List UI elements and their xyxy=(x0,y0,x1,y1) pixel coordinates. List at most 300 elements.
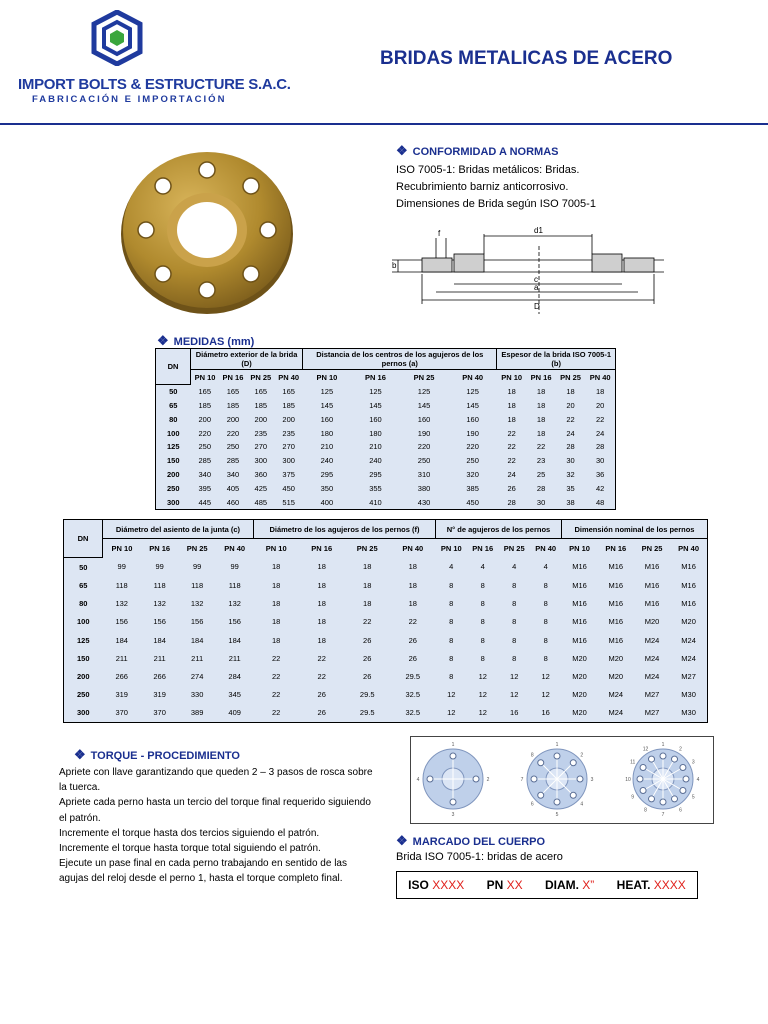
bolt-number: 10 xyxy=(625,777,631,783)
value-cell: 24 xyxy=(595,428,605,438)
value-cell: 320 xyxy=(466,469,479,479)
value-cell: 405 xyxy=(226,483,240,493)
pn-header: PN 40 xyxy=(402,543,424,553)
value-cell: 460 xyxy=(226,497,240,507)
dn-cell: 50 xyxy=(79,562,88,572)
value-cell: 211 xyxy=(228,653,241,663)
pn-header: PN 16 xyxy=(530,372,552,382)
value-cell: 145 xyxy=(466,400,479,410)
table-row xyxy=(64,558,708,577)
value-cell: 380 xyxy=(417,483,431,493)
value-cell: 18 xyxy=(363,580,372,590)
pn-header: PN 40 xyxy=(678,543,700,553)
value-cell: 22 xyxy=(408,617,417,627)
value-cell: 425 xyxy=(254,483,268,493)
value-cell: 8 xyxy=(543,653,548,663)
value-cell: M16 xyxy=(572,580,587,590)
bolt-hole xyxy=(554,799,560,805)
bolt-hole xyxy=(660,753,666,759)
group-header: N° de agujeros de los pernos xyxy=(436,520,562,539)
label-D: D xyxy=(534,302,540,311)
value-cell: 8 xyxy=(543,599,548,609)
value-cell: 340 xyxy=(226,469,240,479)
pn-header: PN 10 xyxy=(501,372,523,382)
value-cell: 450 xyxy=(466,497,479,507)
value-cell: 30 xyxy=(595,456,605,466)
value-cell: M16 xyxy=(681,562,696,572)
value-cell: M24 xyxy=(644,671,660,681)
flange-photo xyxy=(118,148,296,316)
value-cell: 38 xyxy=(566,497,575,507)
value-cell: 12 xyxy=(510,690,519,700)
value-cell: 389 xyxy=(190,708,204,718)
bolt-number: 3 xyxy=(691,759,695,766)
pn-header: PN 25 xyxy=(641,543,663,553)
header-row xyxy=(64,520,708,539)
bolt-number: 1 xyxy=(661,742,665,748)
value-cell: 29.5 xyxy=(359,708,375,718)
bolt-hole xyxy=(427,776,433,782)
value-cell: M24 xyxy=(644,653,660,663)
value-cell: M20 xyxy=(572,653,587,663)
value-cell: 165 xyxy=(282,386,295,396)
value-cell: 22 xyxy=(536,442,546,452)
value-cell: 235 xyxy=(282,428,295,438)
value-cell: 200 xyxy=(282,414,295,424)
dn-cell: 50 xyxy=(169,387,178,397)
diamond-bullet-icon: ❖ xyxy=(396,833,408,848)
value-cell: 8 xyxy=(543,580,548,590)
value-cell: 8 xyxy=(543,617,548,627)
value-cell: 22 xyxy=(317,653,326,663)
value-cell: 18 xyxy=(272,635,281,645)
flange-section-diagram xyxy=(384,224,684,320)
dimensions-table xyxy=(63,519,708,723)
value-cell: 295 xyxy=(369,469,382,479)
value-cell: 211 xyxy=(191,653,204,663)
table-row xyxy=(64,686,708,704)
dn-cell: 300 xyxy=(166,497,180,507)
bolt-hole xyxy=(554,753,560,759)
value-cell: 4 xyxy=(512,562,517,572)
value-cell: 18 xyxy=(536,428,546,438)
value-cell: 8 xyxy=(449,671,454,681)
bolt-number: 4 xyxy=(580,801,584,808)
value-cell: 160 xyxy=(369,414,382,424)
bolt-hole xyxy=(680,788,686,794)
value-cell: 26 xyxy=(408,635,417,645)
value-cell: 360 xyxy=(254,469,268,479)
value-cell: 180 xyxy=(369,428,382,438)
medidas-table xyxy=(155,348,616,510)
value-cell: 18 xyxy=(272,580,281,590)
value-cell: 125 xyxy=(320,386,334,396)
page-title: BRIDAS METALICAS DE ACERO xyxy=(380,48,673,69)
bolt-number: 4 xyxy=(416,777,420,783)
value-cell: M16 xyxy=(572,617,587,627)
value-cell: 350 xyxy=(320,483,334,493)
value-cell: 266 xyxy=(153,671,166,681)
value-cell: 180 xyxy=(320,428,334,438)
value-cell: 4 xyxy=(480,562,485,572)
value-cell: 310 xyxy=(417,469,431,479)
value-cell: 30 xyxy=(566,456,575,466)
bolt-hole xyxy=(473,776,479,782)
table-row xyxy=(156,384,616,398)
value-cell: M16 xyxy=(572,562,587,572)
pn-header: PN 10 xyxy=(265,543,287,553)
label-b: b xyxy=(392,261,397,270)
dn-cell: 250 xyxy=(76,690,90,700)
pn-header: PN 40 xyxy=(535,543,557,553)
value-cell: 48 xyxy=(595,497,605,507)
value-cell: 28 xyxy=(566,442,575,452)
pn-header: PN 40 xyxy=(278,372,300,382)
value-cell: 185 xyxy=(226,400,240,410)
value-cell: 185 xyxy=(282,400,295,410)
value-cell: 12 xyxy=(541,690,550,700)
value-cell: 22 xyxy=(507,428,516,438)
dn-cell: 65 xyxy=(79,580,88,590)
table-row xyxy=(156,495,616,509)
dn-cell: 250 xyxy=(166,483,180,493)
value-cell: 330 xyxy=(190,690,204,700)
value-cell: 12 xyxy=(478,671,487,681)
value-cell: 184 xyxy=(228,635,241,645)
value-cell: 23 xyxy=(536,456,546,466)
value-cell: 18 xyxy=(536,414,546,424)
bolt-hole xyxy=(450,753,456,759)
value-cell: 18 xyxy=(507,414,516,424)
torque-step: Incremente el torque hasta torque total siguiendo el patrón. xyxy=(59,843,321,855)
value-cell: 18 xyxy=(536,386,546,396)
value-cell: M16 xyxy=(608,562,624,572)
group-header: Diámetro exterior de la brida (D) xyxy=(191,349,303,370)
value-cell: 165 xyxy=(198,386,212,396)
label-f: f xyxy=(438,229,441,238)
value-cell: 25 xyxy=(536,469,546,479)
value-cell: 395 xyxy=(198,483,212,493)
value-cell: 211 xyxy=(153,653,166,663)
value-cell: 250 xyxy=(198,442,212,452)
norms-line: ISO 7005-1: Bridas metálicos: Bridas. xyxy=(396,164,580,176)
bolt-number: 6 xyxy=(530,801,534,808)
dn-cell: 100 xyxy=(76,617,90,627)
bolt-pattern-4 xyxy=(417,742,490,818)
value-cell: 22 xyxy=(566,414,575,424)
marking-subtitle: Brida ISO 7005-1: bridas de acero xyxy=(396,851,563,863)
value-cell: 515 xyxy=(282,497,295,507)
value-cell: 22 xyxy=(595,414,605,424)
pn-header: PN 25 xyxy=(560,372,581,382)
value-cell: 29.5 xyxy=(405,671,421,681)
value-cell: 235 xyxy=(254,428,268,438)
value-cell: 300 xyxy=(254,456,268,466)
pn-header: PN 10 xyxy=(569,543,590,553)
value-cell: 118 xyxy=(153,580,166,590)
value-cell: 409 xyxy=(228,708,241,718)
value-cell: 8 xyxy=(512,580,517,590)
value-cell: 32 xyxy=(566,469,575,479)
pn-header: PN 10 xyxy=(316,372,338,382)
pn-header: PN 10 xyxy=(194,372,216,382)
bolt-hole xyxy=(680,765,686,771)
bolt-hole xyxy=(538,760,544,766)
company-name: IMPORT BOLTS & ESTRUCTURE S.A.C. xyxy=(18,76,291,93)
diamond-bullet-icon: ❖ xyxy=(74,747,86,762)
value-cell: M16 xyxy=(681,580,696,590)
value-cell: 184 xyxy=(153,635,166,645)
torque-step: Ejecute un pase final en cada perno trabajando en sentido de las agujas del reloj desde el perno 1, hasta el torque completo final. xyxy=(59,858,347,885)
value-cell: 30 xyxy=(536,497,546,507)
value-cell: M16 xyxy=(572,599,587,609)
value-cell: 8 xyxy=(512,653,517,663)
dn-cell: 300 xyxy=(76,708,90,718)
value-cell: 156 xyxy=(115,617,128,627)
value-cell: 132 xyxy=(153,599,166,609)
value-cell: 32.5 xyxy=(405,708,421,718)
torque-step: Incremente el torque hasta dos tercios siguiendo el patrón. xyxy=(59,827,320,839)
value-cell: 240 xyxy=(369,456,382,466)
table-row xyxy=(64,576,708,594)
value-cell: 29.5 xyxy=(359,690,375,700)
group-header: Diámetro de los agujeros de los pernos (f) xyxy=(253,520,435,539)
value-cell: 26 xyxy=(317,690,326,700)
dn-cell: 80 xyxy=(79,599,88,609)
value-cell: 18 xyxy=(317,562,326,572)
value-cell: 200 xyxy=(254,414,268,424)
value-cell: 8 xyxy=(480,617,485,627)
value-cell: 165 xyxy=(226,386,240,396)
value-cell: 118 xyxy=(191,580,204,590)
value-cell: 18 xyxy=(408,599,417,609)
dn-cell: 200 xyxy=(166,469,180,479)
torque-heading: ❖ TORQUE - PROCEDIMIENTO xyxy=(74,747,240,762)
table-row xyxy=(156,412,616,426)
value-cell: 99 xyxy=(192,562,202,572)
table-row xyxy=(156,399,616,413)
value-cell: 28 xyxy=(507,497,516,507)
pn-header: PN 25 xyxy=(356,543,378,553)
pn-row xyxy=(156,370,616,384)
marking-heading: ❖ MARCADO DEL CUERPO xyxy=(396,833,546,848)
pn-header: PN 25 xyxy=(503,543,525,553)
value-cell: 18 xyxy=(566,386,575,396)
bolt-number: 3 xyxy=(590,777,594,783)
value-cell: 132 xyxy=(190,599,204,609)
value-cell: 375 xyxy=(282,469,295,479)
value-cell: 270 xyxy=(254,442,268,452)
value-cell: 200 xyxy=(226,414,240,424)
label-a: a xyxy=(534,283,539,292)
value-cell: 28 xyxy=(536,483,546,493)
value-cell: M24 xyxy=(681,653,696,663)
value-cell: 8 xyxy=(449,635,454,645)
norms-list xyxy=(396,162,596,213)
bolt-number: 11 xyxy=(630,759,636,766)
value-cell: 160 xyxy=(466,414,479,424)
value-cell: 430 xyxy=(417,497,431,507)
value-cell: 165 xyxy=(254,386,268,396)
company-tagline: FABRICACIÓN E IMPORTACIÓN xyxy=(32,94,227,105)
bolt-number: 5 xyxy=(691,794,695,801)
value-cell: 485 xyxy=(254,497,268,507)
value-cell: M27 xyxy=(681,671,696,681)
bolt-hole xyxy=(660,799,666,805)
value-cell: 156 xyxy=(153,617,166,627)
value-cell: 160 xyxy=(417,414,431,424)
bolt-hole xyxy=(649,796,655,802)
norms-line: Recubrimiento barniz anticorrosivo. xyxy=(396,181,569,193)
value-cell: 8 xyxy=(512,599,517,609)
value-cell: 26 xyxy=(408,653,417,663)
value-cell: 22 xyxy=(272,708,281,718)
torque-procedure xyxy=(59,765,374,887)
value-cell: 4 xyxy=(449,562,454,572)
pn-header: PN 40 xyxy=(589,372,611,382)
value-cell: 220 xyxy=(226,428,240,438)
value-cell: 355 xyxy=(369,483,382,493)
bolt-number: 2 xyxy=(679,746,682,753)
table-row xyxy=(156,468,616,482)
value-cell: 184 xyxy=(115,635,128,645)
value-cell: 125 xyxy=(466,386,479,396)
value-cell: 220 xyxy=(198,428,212,438)
table-row xyxy=(64,649,708,667)
value-cell: 20 xyxy=(595,400,605,410)
value-cell: 250 xyxy=(226,442,240,452)
value-cell: 8 xyxy=(480,635,485,645)
pn-header: PN 16 xyxy=(472,543,494,553)
value-cell: 125 xyxy=(369,386,382,396)
iso-mark: ISO XXXX xyxy=(408,878,465,892)
dn-cell: 125 xyxy=(166,442,180,452)
value-cell: 22 xyxy=(272,671,281,681)
label-d1: d1 xyxy=(534,226,543,235)
pn-row xyxy=(64,539,708,558)
value-cell: 319 xyxy=(153,690,166,700)
bolt-number: 5 xyxy=(555,812,559,818)
dn-cell: 200 xyxy=(76,671,90,681)
pn-header: PN 16 xyxy=(149,543,171,553)
bolt-number: 8 xyxy=(644,807,647,814)
bolt-hole xyxy=(637,776,643,782)
value-cell: 18 xyxy=(408,562,417,572)
value-cell: 156 xyxy=(190,617,204,627)
value-cell: 8 xyxy=(480,653,485,663)
value-cell: 24 xyxy=(566,428,575,438)
pn-header: PN 40 xyxy=(224,543,246,553)
value-cell: 18 xyxy=(408,580,417,590)
value-cell: M16 xyxy=(572,635,587,645)
value-cell: 145 xyxy=(417,400,431,410)
value-cell: 22 xyxy=(317,671,326,681)
dn-cell: 100 xyxy=(166,428,180,438)
value-cell: 300 xyxy=(282,456,295,466)
value-cell: 18 xyxy=(317,617,326,627)
value-cell: 118 xyxy=(115,580,128,590)
bolt-hole xyxy=(450,799,456,805)
value-cell: 22 xyxy=(507,456,516,466)
bolt-hole xyxy=(640,765,646,771)
value-cell: M27 xyxy=(644,690,660,700)
value-cell: 8 xyxy=(480,580,485,590)
pn-mark: PN XX xyxy=(486,878,523,892)
value-cell: 145 xyxy=(369,400,382,410)
bolt-hole xyxy=(649,756,655,762)
value-cell: 12 xyxy=(541,671,550,681)
bolt-hole xyxy=(640,788,646,794)
value-cell: 18 xyxy=(363,562,372,572)
value-cell: 12 xyxy=(478,690,487,700)
bolt-hole xyxy=(672,756,678,762)
header-divider xyxy=(0,123,768,125)
norms-heading: ❖ CONFORMIDAD A NORMAS xyxy=(396,143,559,158)
value-cell: 36 xyxy=(595,469,605,479)
value-cell: 18 xyxy=(507,400,516,410)
value-cell: 410 xyxy=(369,497,382,507)
table-row xyxy=(156,481,616,495)
value-cell: M30 xyxy=(681,708,696,718)
marking-box xyxy=(396,871,698,899)
value-cell: 220 xyxy=(466,442,479,452)
pn-header: PN 10 xyxy=(111,543,133,553)
bolt-number: 12 xyxy=(642,746,649,753)
dn-cell: 150 xyxy=(76,653,90,663)
bolt-number: 7 xyxy=(661,812,665,818)
value-cell: 370 xyxy=(153,708,166,718)
value-cell: 8 xyxy=(449,653,454,663)
value-cell: 385 xyxy=(466,483,479,493)
value-cell: 8 xyxy=(480,599,485,609)
value-cell: 12 xyxy=(447,690,456,700)
value-cell: M20 xyxy=(572,708,587,718)
value-cell: 16 xyxy=(510,708,519,718)
value-cell: 284 xyxy=(228,671,241,681)
value-cell: M20 xyxy=(608,653,624,663)
table-row xyxy=(64,595,708,613)
value-cell: 26 xyxy=(363,671,372,681)
bolt-hole xyxy=(538,792,544,798)
value-cell: 250 xyxy=(417,456,431,466)
value-cell: 26 xyxy=(507,483,516,493)
value-cell: 22 xyxy=(272,690,281,700)
medidas-heading: ❖ MEDIDAS (mm) xyxy=(157,333,255,348)
bolt-number: 1 xyxy=(555,742,559,748)
value-cell: 12 xyxy=(447,708,456,718)
value-cell: 132 xyxy=(115,599,128,609)
pn-header: PN 25 xyxy=(186,543,208,553)
value-cell: 12 xyxy=(510,671,519,681)
value-cell: 345 xyxy=(228,690,241,700)
value-cell: 18 xyxy=(536,400,546,410)
value-cell: 8 xyxy=(449,599,454,609)
company-logo xyxy=(10,8,291,112)
value-cell: 156 xyxy=(228,617,241,627)
value-cell: 185 xyxy=(254,400,268,410)
dn-header: DN xyxy=(64,520,103,558)
value-cell: 184 xyxy=(190,635,204,645)
value-cell: 35 xyxy=(566,483,575,493)
dn-cell: 150 xyxy=(166,456,180,466)
value-cell: M27 xyxy=(644,708,660,718)
value-cell: M20 xyxy=(681,617,696,627)
value-cell: 18 xyxy=(363,599,372,609)
value-cell: M24 xyxy=(608,690,624,700)
bolt-number: 7 xyxy=(520,777,524,783)
value-cell: 42 xyxy=(595,483,605,493)
pn-header: PN 16 xyxy=(311,543,333,553)
